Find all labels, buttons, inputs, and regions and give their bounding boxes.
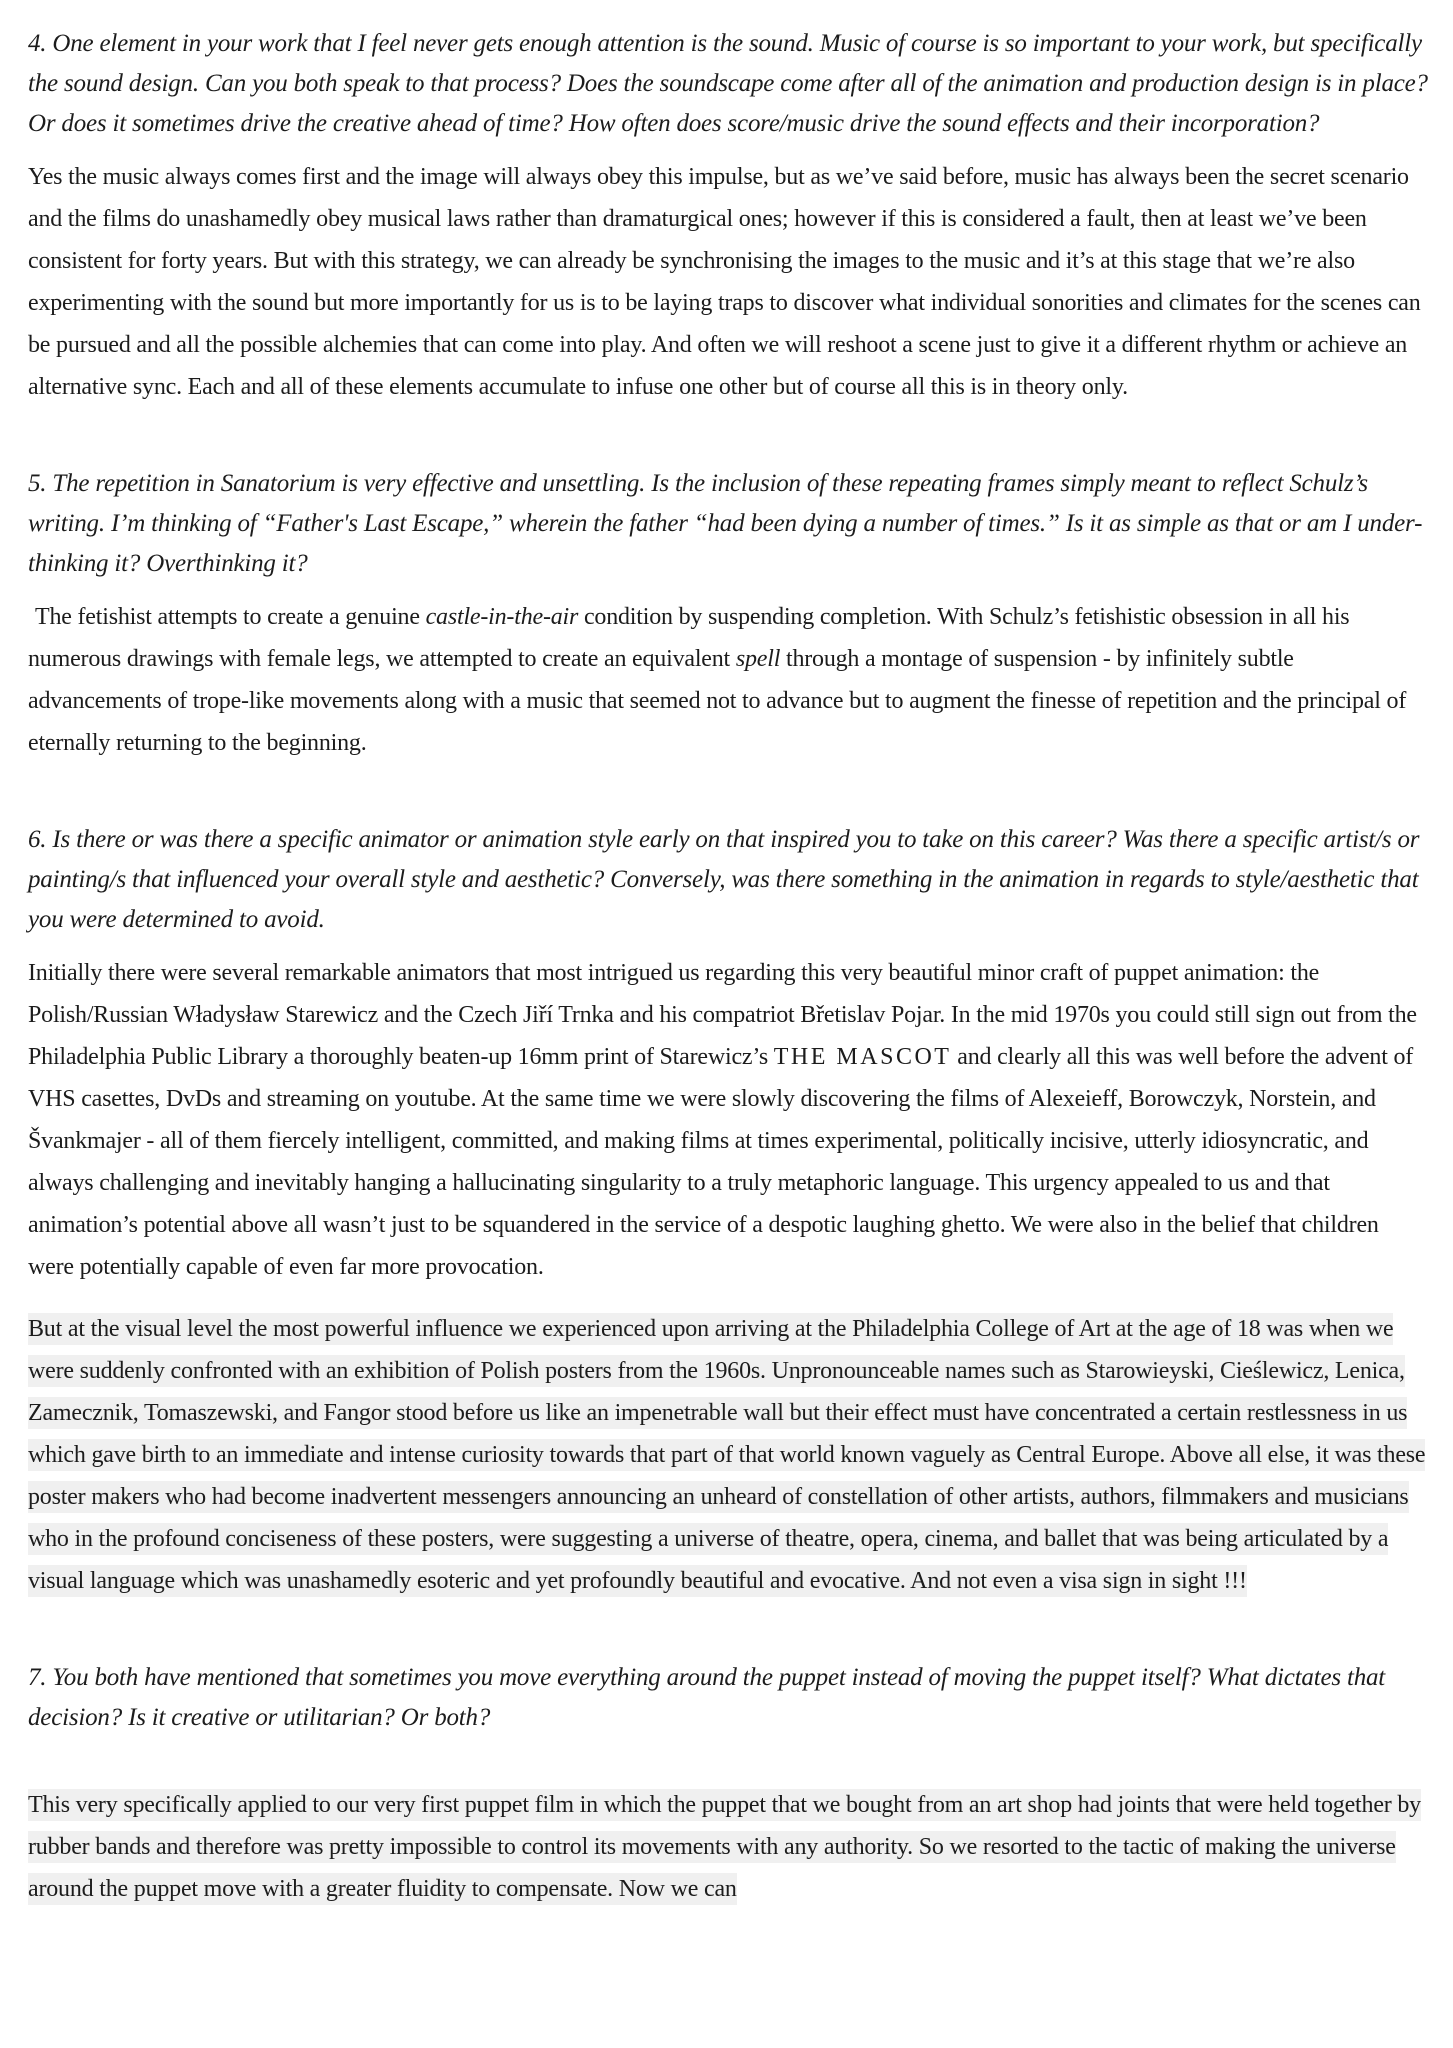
answer-5-italic-castle-in-the-air: castle-in-the-air	[425, 604, 579, 630]
question-4: 4. One element in your work that I feel never gets enough attention is the sound. Music of course is so important to your work, but specifically the sound design. Can you both speak to that process? Does the soundscape come after all of the animation and production design is in place? Or does it sometimes drive the creative ahead of time? How often does score/music drive the sound effects and their incorporation?	[28, 30, 1428, 137]
answer-7-highlighted	[28, 1784, 1429, 1910]
answer-5-text-2: condition by suspending completion. With Schulz’s fetishistic obsession in all his numerous drawings with female legs, we attempted to create an equivalent	[28, 604, 1350, 672]
answer-6-paragraph-2-highlighted	[28, 1308, 1429, 1602]
answer-6-text-2: and clearly all this was well before the advent of VHS casettes, DvDs and streaming on youtube. At the same time we were slowly discovering the films of Alexeieff, Borowczyk, Norstein, and Švankmajer - all of them fiercely intelligent, committed, and making films at times experimental, politically incisive, utterly idiosyncratic, and always challenging and inevitably hanging a hallucinating singularity to a truly metaphoric language. This urgency appealed to us and that animation’s potential above all wasn’t just to be squandered in the service of a despotic laughing ghetto. We were also in the belief that children were potentially capable of even far more provocation.	[28, 1044, 1414, 1280]
answer-5-text-1: The fetishist attempts to create a genuine	[35, 604, 426, 630]
question-7: 7. You both have mentioned that sometimes you move everything around the puppet instead of moving the puppet itself? What dictates that decision? Is it creative or utilitarian? Or both?	[28, 1664, 1386, 1731]
question-5: 5. The repetition in Sanatorium is very effective and unsettling. Is the inclusion of these repeating frames simply meant to reflect Schulz’s writing. I’m thinking of “Father's Last Escape,” wherein the father “had been dying a number of times.” Is it as simple as that or am I under-thinking it? Overthinking it?	[28, 470, 1423, 577]
answer-5-italic-spell: spell	[735, 646, 781, 672]
answer-5	[28, 596, 1429, 764]
highlighted-text: But at the visual level the most powerful influence we experienced upon arriving at the Philadelphia College of Art at the age of 18 was when we were suddenly confronted with an exhibition of Polish posters from the 1960s. Unpronounceable names such as Starowieyski, Cieślewicz, Lenica, Zamecznik, Tomaszewski, and Fangor stood before us like an impenetrable wall but their effect must have concentrated a certain restlessness in us which gave birth to an immediate and intense curiosity towards that part of that world known vaguely as Central Europe. Above all else, it was these poster makers who had become inadvertent messengers announcing an unheard of constellation of other artists, authors, filmmakers and musicians who in the profound conciseness of these posters, were suggesting a universe of theatre, opera, cinema, and ballet that was being articulated by a visual language which was unashamedly esoteric and yet profoundly beautiful and evocative. And not even a visa sign in sight !!!	[28, 1313, 1425, 1597]
answer-4: Yes the music always comes first and the image will always obey this impulse, but as we’ve said before, music has always been the secret scenario and the films do unashamedly obey musical laws rather than dramaturgical ones; however if this is considered a fault, then at least we’ve been consistent for forty years. But with this strategy, we can already be synchronising the images to the music and it’s at this stage that we’re also experimenting with the sound but more importantly for us is to be laying traps to discover what individual sonorities and climates for the scenes can be pursued and all the possible alchemies that can come into play. And often we will reshoot a scene just to give it a different rhythm or achieve an alternative sync. Each and all of these elements accumulate to infuse one other but of course all this is in theory only.	[28, 164, 1421, 400]
answer-5-text-3: through a montage of suspension - by infinitely subtle advancements of trope-like movements along with a music that seemed not to advance but to augment the finesse of repetition and the principal of eternally returning to the beginning.	[28, 646, 1407, 756]
highlighted-text: This very specifically applied to our very first puppet film in which the puppet that we bought from an art shop had joints that were held together by rubber bands and therefore was pretty impossible to control its movements with any authority. So we resorted to the tactic of making the universe around the puppet move with a greater fluidity to compensate. Now we can	[28, 1789, 1421, 1905]
answer-6-film-title-the-mascot: THE MASCOT	[773, 1044, 952, 1070]
interview-document	[28, 24, 1429, 1910]
answer-6-paragraph-1	[28, 952, 1429, 1288]
answer-6-text-1: Initially there were several remarkable animators that most intrigued us regarding this very beautiful minor craft of puppet animation: the Polish/Russian Władysław Starewicz and the Czech Jiří Trnka and his compatriot Břetislav Pojar. In the mid 1970s you could still sign out from the Philadelphia Public Library a thoroughly beaten-up 16mm print of Starewicz’s	[28, 960, 1417, 1070]
question-6: 6. Is there or was there a specific animator or animation style early on that inspired you to take on this career? Was there a specific artist/s or painting/s that influenced your overall style and aesthetic? Conversely, was there something in the animation in regards to style/aesthetic that you were determined to avoid.	[28, 826, 1420, 933]
